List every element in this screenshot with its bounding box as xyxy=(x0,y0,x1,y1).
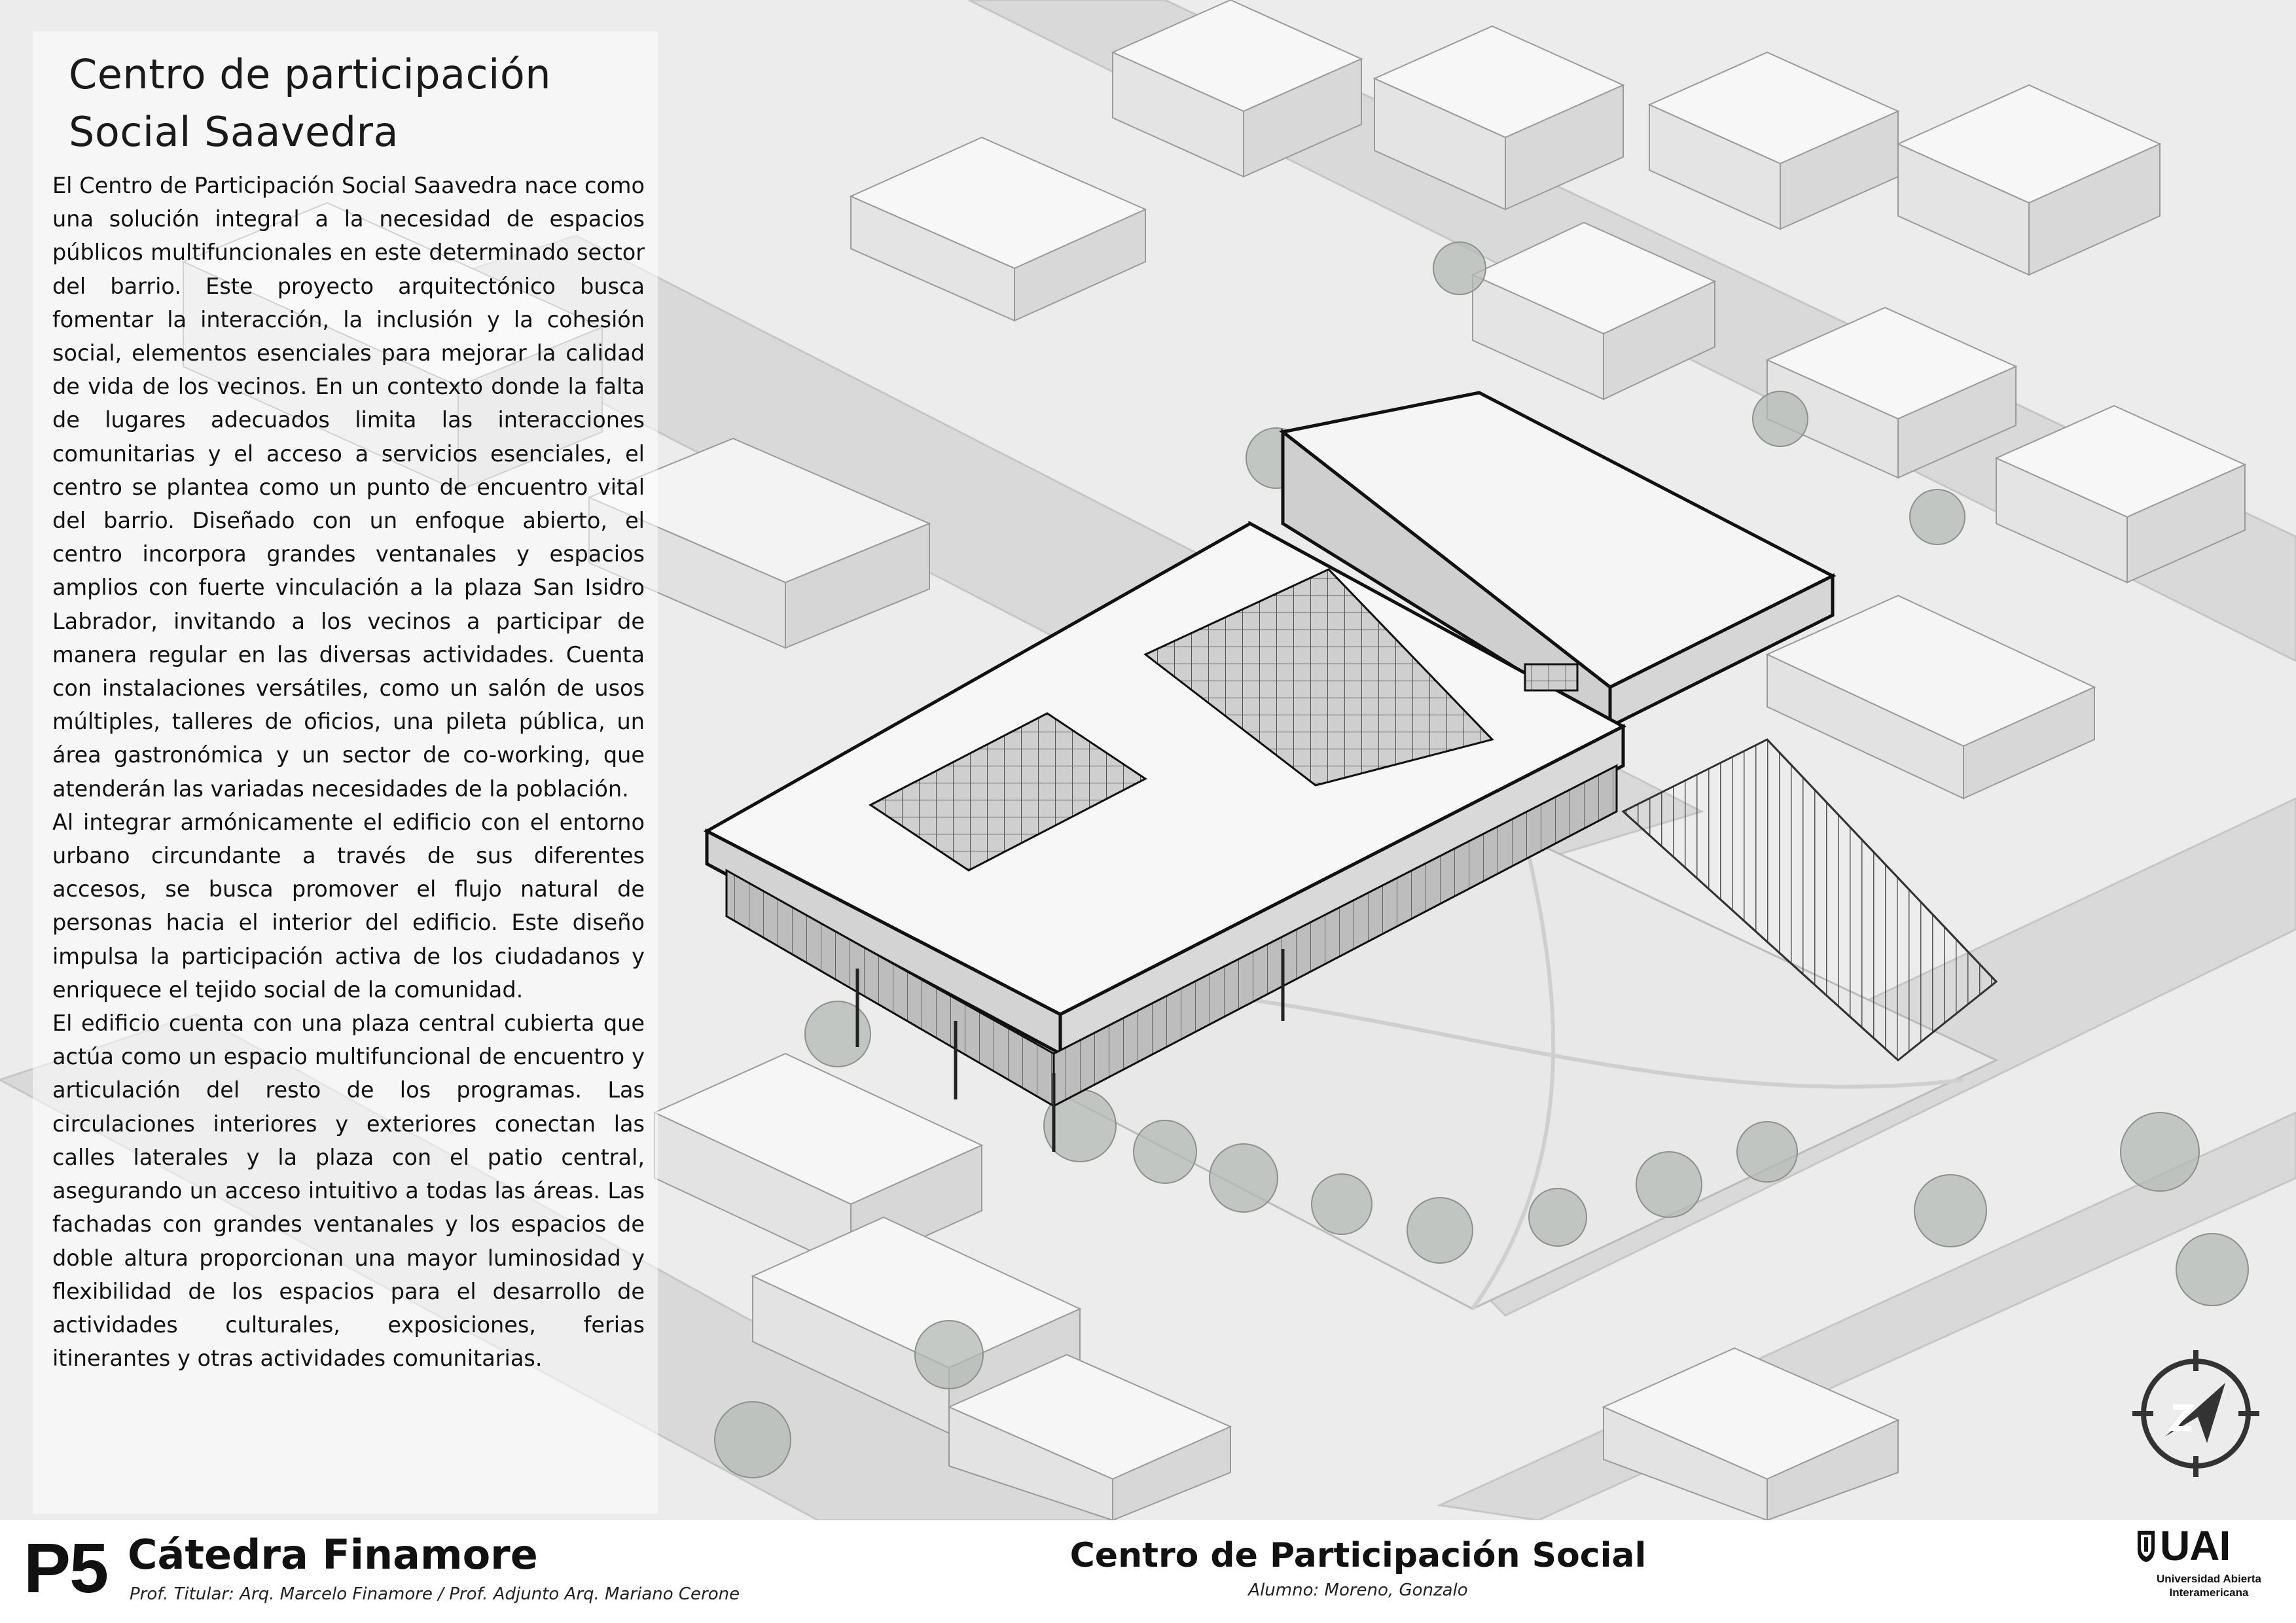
university-name-line-2: Interamericana xyxy=(2169,1586,2249,1599)
description-paragraph-1: El Centro de Participación Social Saavedra nace como una solución integral a la necesidad de espacios públicos multifuncionales en este determinado sector del barrio. Este proyecto arquitectónico busca fomentar la interacción, la inclusión y la cohesión social, elementos esenciales para mejorar la calidad de vida de los vecinos. En un contexto donde la falta de lugares adecuados limita las interacciones comunitarias y el acceso a servicios esenciales, el centro se plantea como un punto de encuentro vital del barrio. Diseñado con un enfoque abierto, el centro incorpora grandes ventanales y espacios amplios con fuerte vinculación a la plaza San Isidro Labrador, invitando a los vecinos a participar de manera regular en las diversas actividades. Cuenta con instalaciones versátiles, como un salón de usos múltiples, talleres de oficios, una pileta pública, un área gastronómica y un sector de co-working, que atenderán las variadas necesidades de la población. xyxy=(52,173,645,802)
project-name: Centro de Participación Social xyxy=(1069,1536,1647,1575)
university-acronym: UAI xyxy=(2160,1522,2231,1569)
title-block xyxy=(0,1520,2296,1623)
description-paragraph-3: El edificio cuenta con una plaza central cubierta que actúa como un espacio multifuncional de encuentro y articulación del resto de los programas. Las circulaciones interiores y exteriores conectan las calles laterales y la plaza con el patio central, asegurando un acceso intuitivo a todas las áreas. Las fachadas con grandes ventanales y los espacios de doble altura proporcionan una mayor luminosidad y flexibilidad de los espacios para el desarrollo de actividades culturales, exposiciones, ferias itinerantes y otras actividades comunitarias. xyxy=(52,1010,645,1372)
description-paragraph-2: Al integrar armónicamente el edificio con el entorno urbano circundante a través de sus diferentes accesos, se busca promover el flujo natural de personas hacia el interior del edificio. Este diseño impulsa la participación activa de los ciudadanos y enriquece el tejido social de la comunidad. xyxy=(52,809,645,1003)
north-arrow-icon xyxy=(2127,1345,2265,1482)
university-name-line-1: Universidad Abierta xyxy=(2157,1573,2261,1585)
page-title xyxy=(69,46,551,161)
student-name: Alumno: Moreno, Gonzalo xyxy=(1248,1580,1468,1600)
project-description xyxy=(52,169,645,1375)
page-title-line-1: Centro de participación xyxy=(69,50,552,98)
shield-icon xyxy=(2136,1529,2156,1563)
page-title-line-2: Social Saavedra xyxy=(69,108,399,156)
plate-number: P5 xyxy=(24,1528,108,1607)
course-name: Cátedra Finamore xyxy=(128,1531,538,1578)
professors-line: Prof. Titular: Arq. Marcelo Finamore / Prof. Adjunto Arq. Mariano Cerone xyxy=(130,1584,740,1604)
